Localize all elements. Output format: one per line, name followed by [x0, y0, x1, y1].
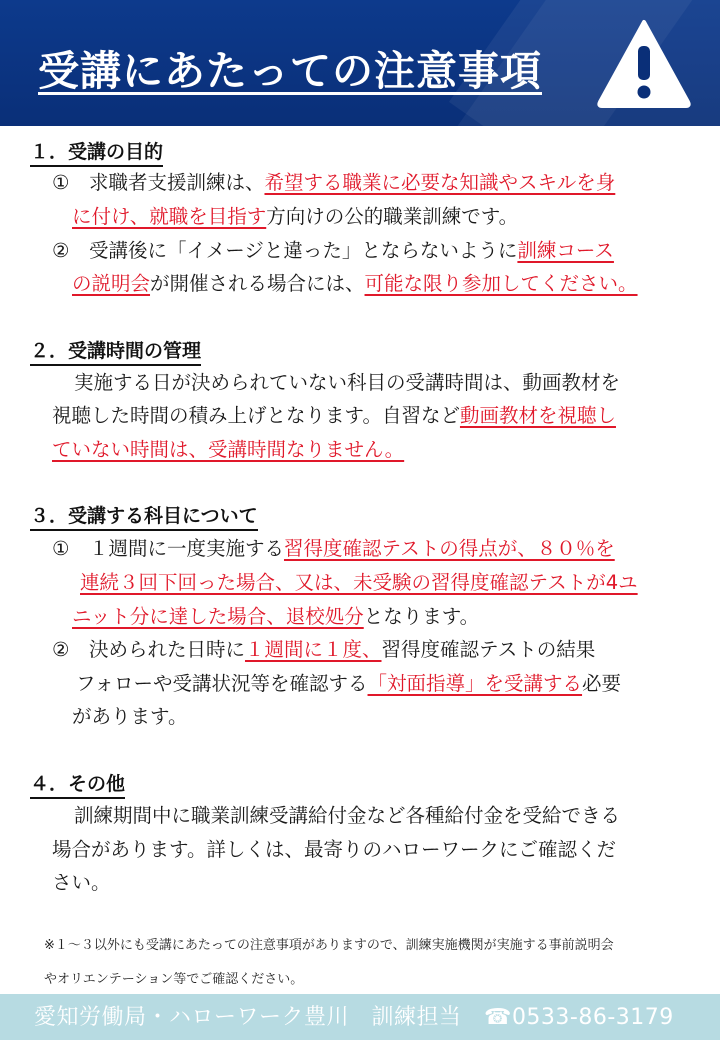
footnote-line: やオリエンテーション等でご確認ください。 [44, 972, 304, 987]
section-4-line: 訓練期間中に職業訓練受講給付金など各種給付金を受給できる [74, 804, 621, 827]
section-heading-other: ４．その他 [30, 772, 125, 799]
section-2-line: 視聴した時間の積み上げとなります。自習など動画教材を視聴し [52, 404, 616, 427]
section-3-line: フォローや受講状況等を確認する「対面指導」を受講する必要 [76, 672, 622, 695]
section-1-line: の説明会が開催される場合には、可能な限り参加してください。 [72, 272, 638, 295]
footnote-line: ※１～３以外にも受講にあたっての注意事項がありますので、訓練実施機関が実施する事前説明会 [44, 938, 614, 953]
warning-triangle-icon [596, 18, 692, 108]
section-2-line: ていない時間は、受講時間なりません。 [52, 438, 405, 461]
header-banner [0, 0, 720, 126]
footer-phone[interactable]: 0533-86-3179 [511, 1005, 674, 1030]
section-heading-time: ２．受講時間の管理 [30, 339, 201, 366]
section-3-line: ニット分に達した場合、退校処分となります。 [72, 605, 480, 628]
section-4-line: 場合があります。詳しくは、最寄りのハローワークにご確認くだ [52, 838, 616, 861]
phone-icon: ☎ [484, 1005, 512, 1030]
section-heading-subjects: ３．受講する科目について [30, 504, 258, 531]
page-title: 受講にあたっての注意事項 [38, 47, 542, 95]
section-4-line: さい。 [52, 871, 111, 894]
section-1-line: に付け、就職を目指す方向けの公的職業訓練です。 [72, 205, 519, 228]
footer-org: 愛知労働局・ハローワーク豊川 訓練担当 [34, 1005, 462, 1030]
section-3-line: ① １週間に一度実施する習得度確認テストの得点が、８０％を [52, 537, 615, 560]
footer-contact-bar [0, 994, 720, 1040]
footer-contact [34, 1000, 674, 1031]
section-heading-purpose: １．受講の目的 [30, 140, 163, 167]
section-2-line: 実施する日が決められていない科目の受講時間は、動画教材を [74, 371, 621, 394]
section-1-line: ② 受講後に「イメージと違った」とならないように訓練コース [52, 239, 614, 262]
section-3-line: ② 決められた日時に１週間に１度、習得度確認テストの結果 [52, 638, 596, 661]
section-1-line: ① 求職者支援訓練は、希望する職業に必要な知識やスキルを身 [52, 171, 616, 194]
section-3-line: 連続３回下回った場合、又は、未受験の習得度確認テストが4ユ [80, 571, 638, 594]
section-3-line: があります。 [72, 705, 188, 728]
